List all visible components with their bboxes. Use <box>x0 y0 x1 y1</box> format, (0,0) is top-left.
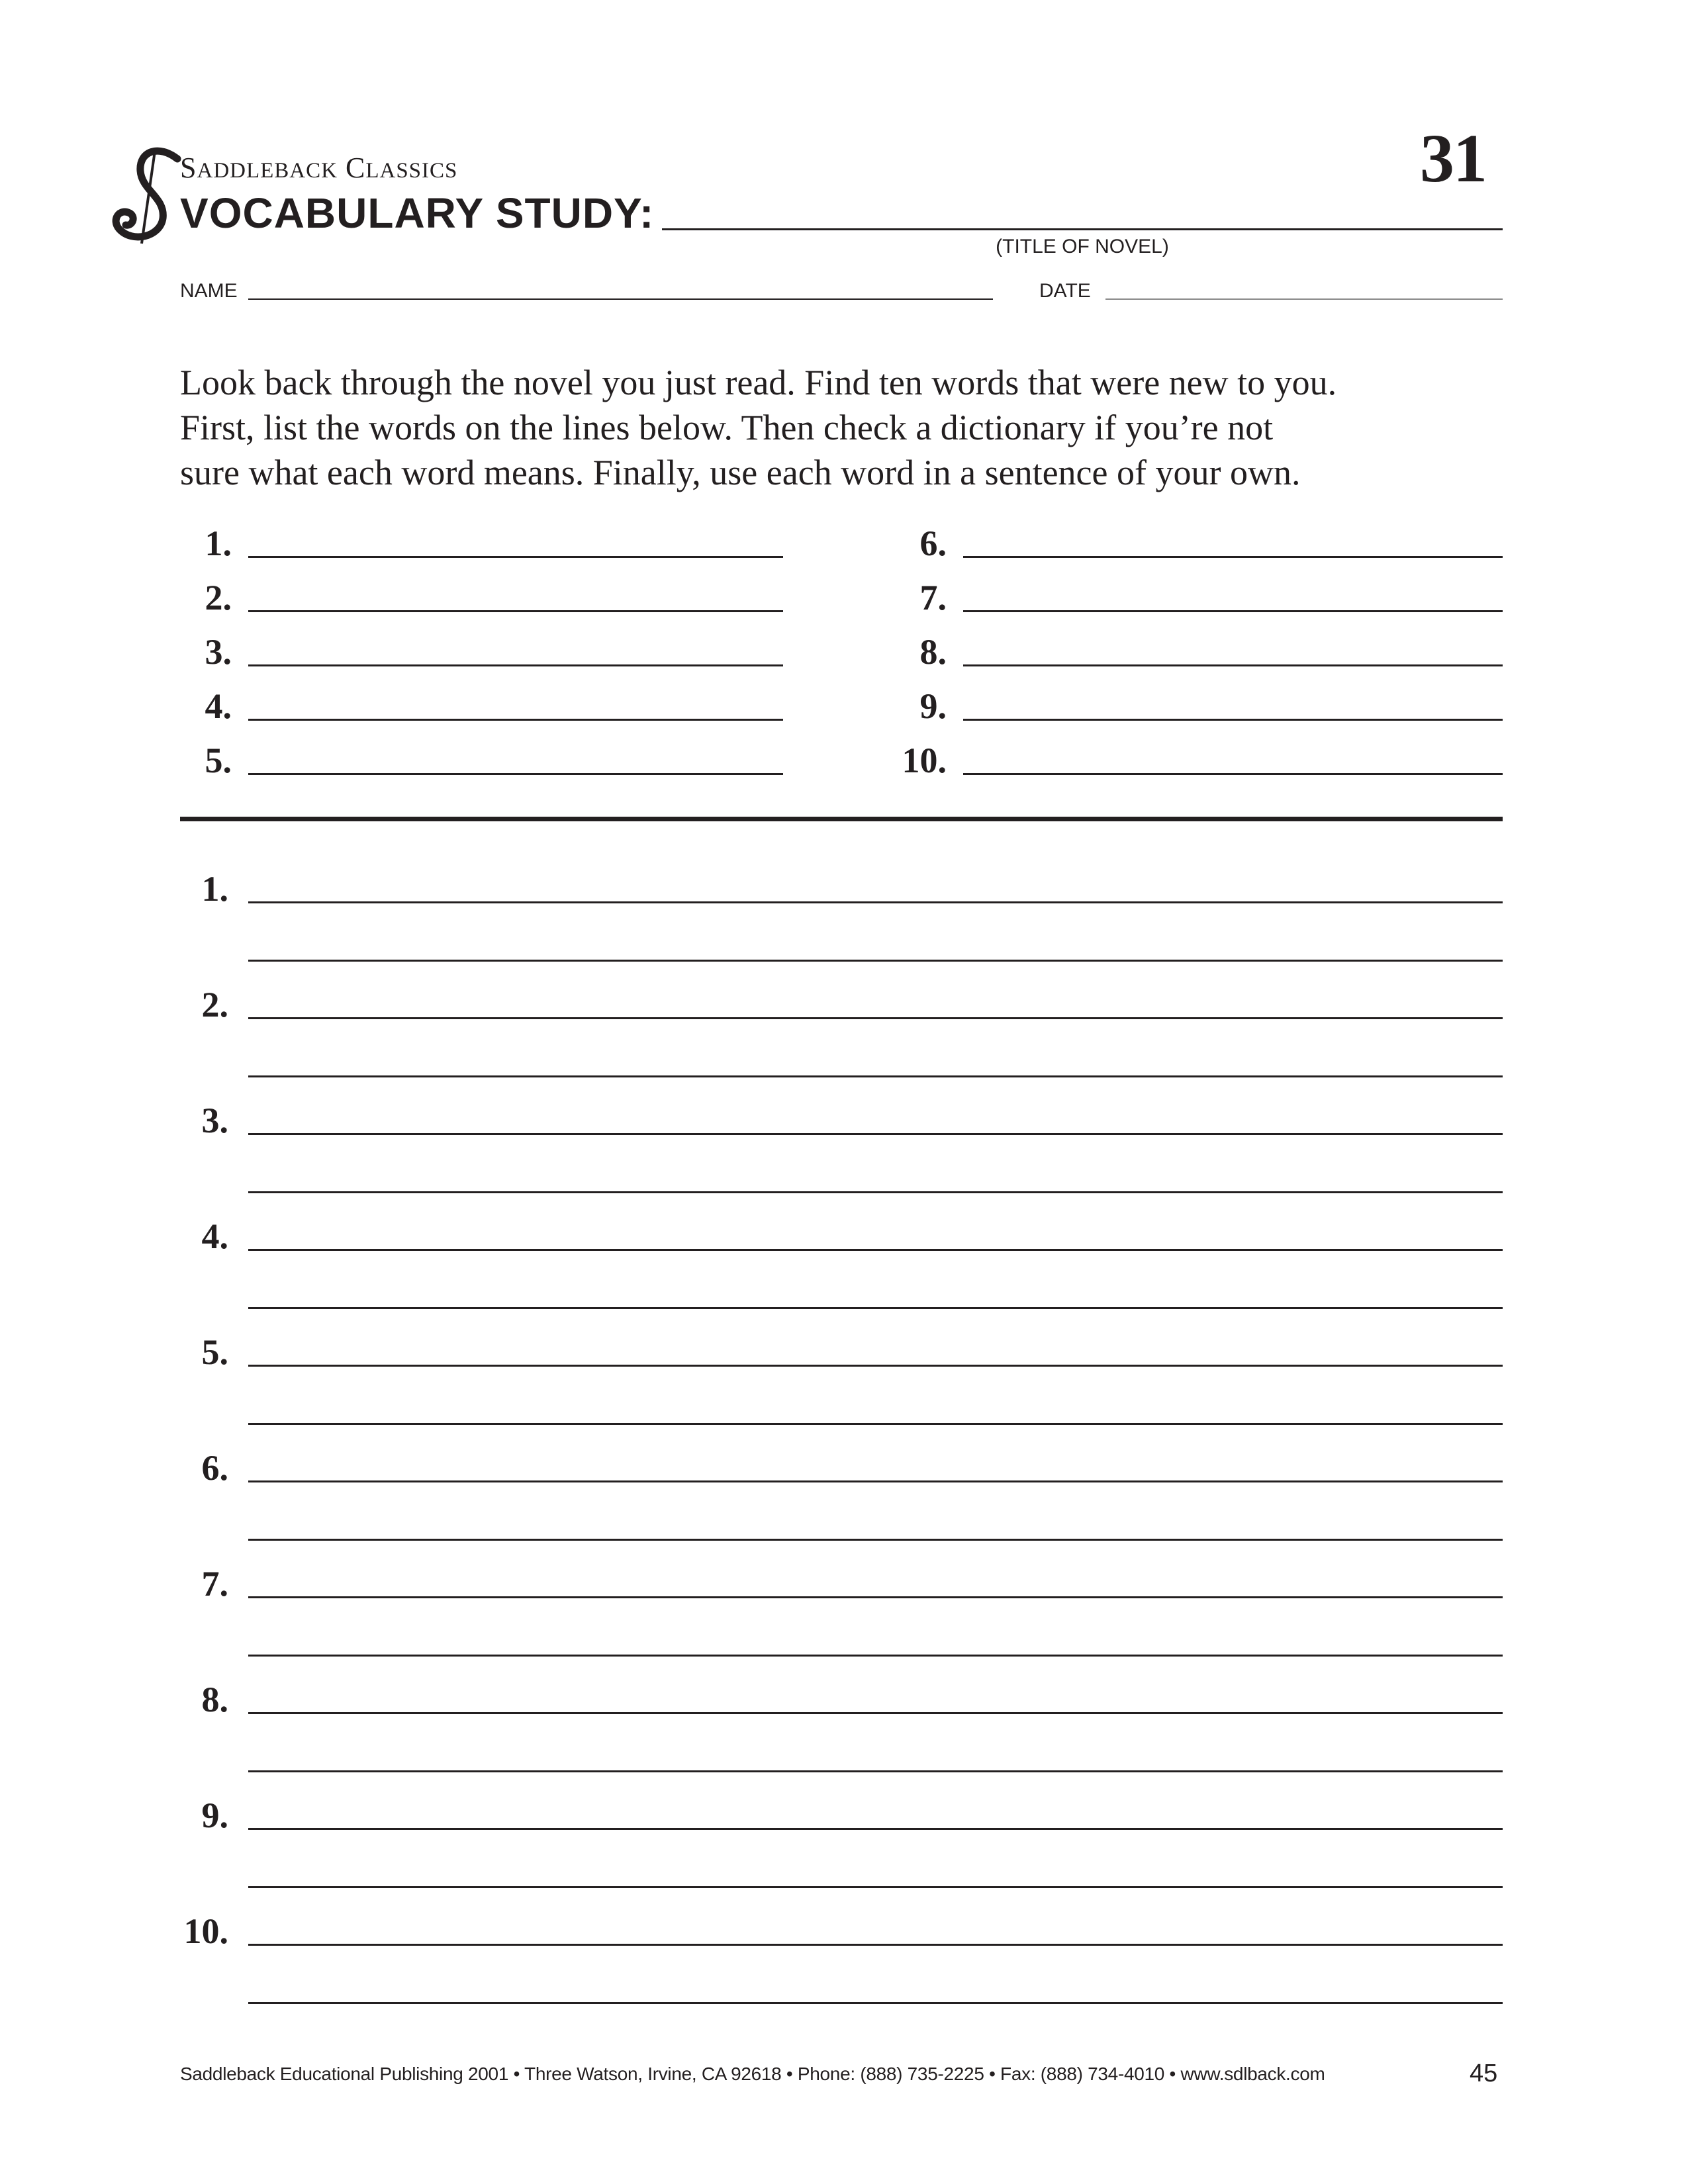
word-entry-line[interactable] <box>248 664 783 666</box>
sentence-line[interactable] <box>248 1480 1503 1482</box>
word-number: 5. <box>205 741 232 780</box>
sentence-line[interactable] <box>248 1828 1503 1830</box>
sentence-line[interactable] <box>248 960 1503 962</box>
sentence-line[interactable] <box>248 1075 1503 1077</box>
word-entry-line[interactable] <box>248 773 783 775</box>
date-label: DATE <box>1039 280 1091 302</box>
word-number: 4. <box>205 686 232 726</box>
word-number: 6. <box>919 523 947 563</box>
sentence-line[interactable] <box>248 1712 1503 1714</box>
sentence-number: 10. <box>183 1911 228 1951</box>
sentence-line[interactable] <box>248 1886 1503 1888</box>
word-number: 9. <box>919 686 947 726</box>
word-entry-line[interactable] <box>963 610 1503 612</box>
sentence-number: 9. <box>201 1796 228 1835</box>
sentence-number: 4. <box>201 1216 228 1256</box>
instructions-line: First, list the words on the lines below. Then check a dictionary if you’re not <box>180 408 1274 447</box>
page-number: 45 <box>1470 2060 1498 2087</box>
word-entry-line[interactable] <box>963 719 1503 721</box>
sentence-number: 7. <box>201 1564 228 1604</box>
instructions-line: Look back through the novel you just read. Find ten words that were new to you. <box>180 363 1337 402</box>
word-number: 3. <box>205 632 232 672</box>
sentence-line[interactable] <box>248 2002 1503 2004</box>
sentence-line[interactable] <box>248 901 1503 903</box>
name-label: NAME <box>180 280 238 302</box>
sentence-line[interactable] <box>248 1655 1503 1657</box>
sentence-line[interactable] <box>248 1249 1503 1251</box>
sentence-line[interactable] <box>248 1596 1503 1598</box>
word-number: 1. <box>205 523 232 563</box>
word-number: 7. <box>919 578 947 617</box>
novel-title-field-line[interactable] <box>662 228 1503 230</box>
page-title: VOCABULARY STUDY: <box>180 189 655 237</box>
sentence-line[interactable] <box>248 1539 1503 1541</box>
word-entry-line[interactable] <box>248 610 783 612</box>
sentence-number: 6. <box>201 1448 228 1488</box>
sentence-line[interactable] <box>248 1191 1503 1193</box>
sentence-number: 5. <box>201 1332 228 1372</box>
brand-rest-1: ADDLEBACK <box>197 159 338 183</box>
sentence-line[interactable] <box>248 1307 1503 1309</box>
word-number: 8. <box>919 632 947 672</box>
brand-initial-2: C <box>345 152 366 184</box>
sentence-number: 3. <box>201 1101 228 1140</box>
sentence-line[interactable] <box>248 1423 1503 1425</box>
word-entry-line[interactable] <box>248 556 783 558</box>
section-divider <box>180 817 1503 821</box>
sentence-number: 2. <box>201 985 228 1024</box>
novel-title-caption: (TITLE OF NOVEL) <box>996 236 1169 257</box>
brand-initial-1: S <box>180 152 197 184</box>
date-field-line[interactable] <box>1105 298 1503 300</box>
sentence-number: 1. <box>201 869 228 909</box>
word-number: 2. <box>205 578 232 617</box>
sentence-line[interactable] <box>248 1365 1503 1367</box>
sentence-line[interactable] <box>248 1017 1503 1019</box>
sentence-line[interactable] <box>248 1944 1503 1946</box>
publisher-footer: Saddleback Educational Publishing 2001 • Three Watson, Irvine, CA 92618 • Phone: (888) 735-2225 • Fax: (888) 734-4010 • www.sdlback.com <box>180 2064 1325 2084</box>
sentence-line[interactable] <box>248 1133 1503 1135</box>
word-entry-line[interactable] <box>248 719 783 721</box>
word-entry-line[interactable] <box>963 556 1503 558</box>
brand-rest-2: LASSICS <box>365 159 458 183</box>
name-field-line[interactable] <box>248 298 993 300</box>
sentence-number: 8. <box>201 1680 228 1719</box>
saddleback-logo-icon <box>99 144 192 250</box>
instructions <box>180 360 1517 495</box>
publisher-brand <box>180 154 457 183</box>
word-number: 10. <box>902 741 947 780</box>
sentence-line[interactable] <box>248 1770 1503 1772</box>
worksheet-number: 31 <box>1420 120 1486 197</box>
word-entry-line[interactable] <box>963 664 1503 666</box>
word-entry-line[interactable] <box>963 773 1503 775</box>
instructions-line: sure what each word means. Finally, use each word in a sentence of your own. <box>180 453 1301 492</box>
